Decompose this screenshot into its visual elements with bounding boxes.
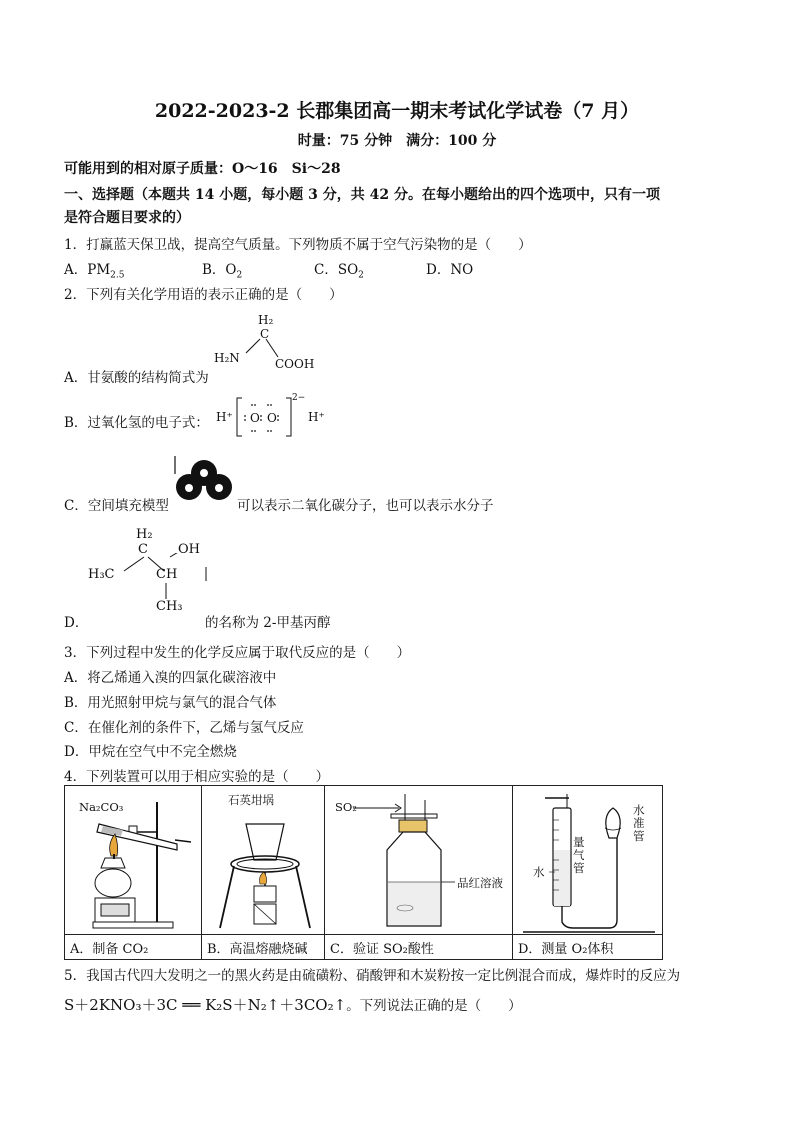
q1-stem: 1．打赢蓝天保卫战，提高空气质量。下列物质不属于空气污染物的是（ ） — [64, 237, 532, 253]
q2-option-a: A．甘氨酸的结构简式为 — [64, 370, 209, 386]
caption-b: B．高温熔融烧碱 — [202, 935, 325, 960]
q2-option-c-post: 可以表示二氧化碳分子，也可以表示水分子 — [237, 498, 494, 514]
q3-option-a: A．将乙烯通入溴的四氯化碳溶液中 — [64, 670, 277, 686]
gunpowder-equation: S＋2KNO₃＋3C ══ K₂S＋N₂↑＋3CO₂↑ — [64, 996, 347, 1014]
page-title: 2022-2023-2 长郡集团高一期末考试化学试卷（7 月） — [154, 100, 640, 122]
apparatus-table — [64, 785, 663, 960]
apparatus-b-cell — [202, 786, 325, 935]
apparatus-c-cell — [325, 786, 513, 935]
q1-option-a: A．$PM_{2.5}$ — [64, 262, 125, 281]
q3-stem: 3．下列过程中发生的化学反应属于取代反应的是（ ） — [64, 645, 411, 661]
q3-option-d: D．甲烷在空气中不完全燃烧 — [64, 744, 237, 760]
label-so2: SO₂ — [335, 800, 357, 814]
label-pinhong-solution: 品红溶液 — [457, 876, 503, 890]
peroxide-h-right: H⁺ — [308, 410, 325, 424]
alcohol-c: C — [138, 542, 148, 557]
alcohol-h2: H₂ — [136, 527, 153, 542]
caption-d: D．测量 O₂体积 — [513, 935, 663, 960]
section-heading-line1: 一、选择题（本题共 14 小题，每小题 3 分，共 42 分。在每小题给出的四个选项中，只有一项 — [64, 187, 660, 203]
q5-tail: 。下列说法正确的是（ ） — [346, 998, 522, 1014]
q2-stem: 2．下列有关化学用语的表示正确的是（ ） — [64, 287, 343, 303]
label-leveling-tube: 水准管 — [633, 803, 645, 843]
glycine-cooh: COOH — [275, 357, 315, 371]
label-water: 水 — [533, 865, 545, 879]
label-na2co3: Na₂CO₃ — [79, 800, 124, 814]
glycine-c: C — [260, 327, 270, 341]
label-gas-burette: 量气管 — [573, 835, 585, 875]
alcohol-ch3-bottom: CH₃ — [156, 599, 183, 614]
section-heading-line2: 是符合题目要求的） — [64, 210, 190, 226]
space-filling-model-icon — [171, 456, 237, 506]
crucible-tripod-icon — [202, 786, 325, 934]
q5-equation-line — [64, 994, 522, 1015]
q2-option-d-post: 的名称为 2-甲基丙醇 — [205, 615, 331, 631]
atomic-masses: 可能用到的相对原子质量：O～16 Si～28 — [64, 161, 341, 177]
peroxide-charge: 2− — [292, 393, 306, 403]
apparatus-d-cell — [513, 786, 663, 935]
caption-c: C．验证 SO₂酸性 — [325, 935, 513, 960]
glycine-h2: H₂ — [258, 313, 274, 327]
caption-a: A．制备 CO₂ — [65, 935, 202, 960]
alcohol-ch: CH — [156, 567, 178, 582]
alcohol-ch3-left: H₃C — [88, 567, 115, 582]
alcohol-oh: OH — [178, 542, 200, 557]
peroxide-o2: O — [267, 411, 277, 425]
peroxide-o1: O — [250, 411, 260, 425]
exam-time-score: 时量：75 分钟 满分：100 分 — [297, 133, 497, 149]
q1-option-d: D．NO — [426, 262, 474, 278]
glycine-h2n: H₂N — [214, 351, 240, 365]
q4-stem: 4．下列装置可以用于相应实验的是（ ） — [64, 769, 330, 785]
glycine-bonds — [240, 335, 290, 365]
q2-option-b: B．过氧化氢的电子式： — [64, 415, 209, 431]
alcohol-bonds — [110, 553, 210, 603]
q2-option-c-pre: C．空间填充模型 — [64, 498, 169, 514]
q3-option-b: B．用光照射甲烷与氯气的混合气体 — [64, 695, 277, 711]
q1-option-b: B．$O_2$ — [202, 262, 243, 281]
q3-option-c: C．在催化剂的条件下，乙烯与氢气反应 — [64, 720, 304, 736]
q5-stem: 5．我国古代四大发明之一的黑火药是由硫磺粉、硝酸钾和木炭粉按一定比例混合而成，爆炸时的反应为 — [64, 968, 681, 984]
apparatus-a-cell — [65, 786, 202, 935]
q1-option-c: C．$SO_2$ — [314, 262, 364, 281]
label-quartz-crucible: 石英坩埚 — [228, 793, 274, 807]
q2-option-d-pre: D． — [64, 615, 89, 631]
peroxide-h-left: H⁺ — [216, 410, 233, 424]
